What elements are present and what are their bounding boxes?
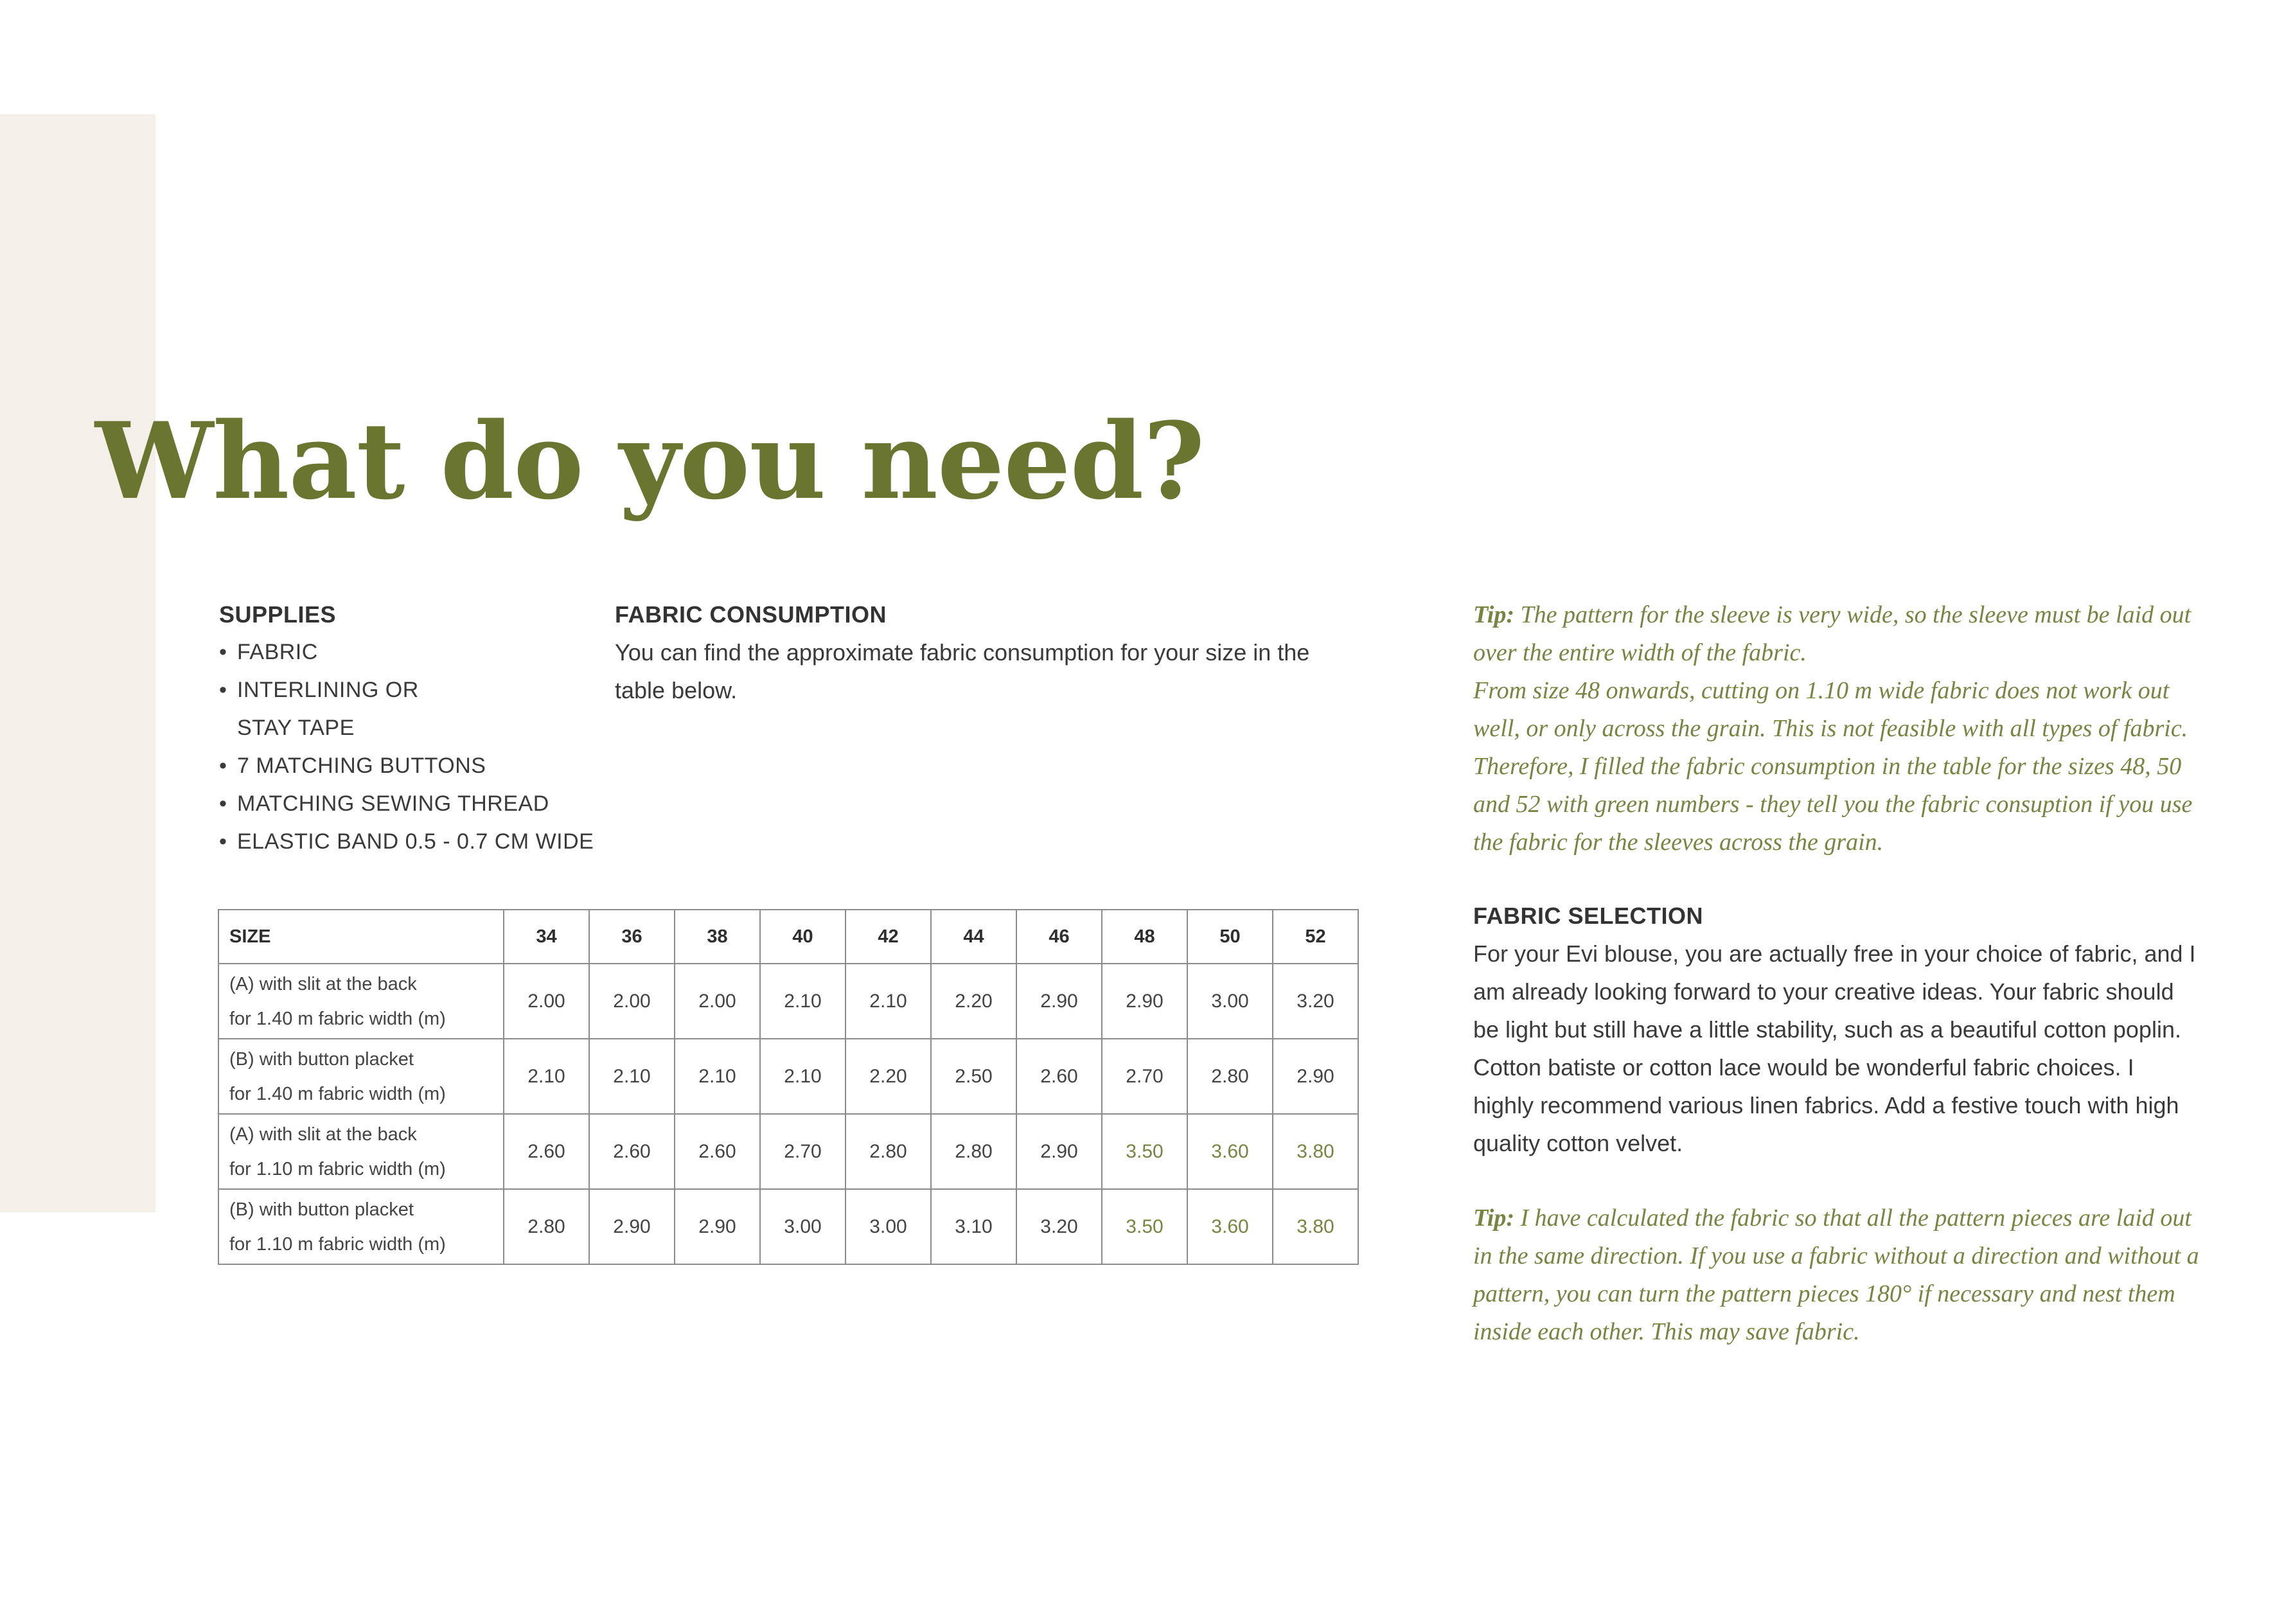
row-label-line: for 1.40 m fabric width (m)	[229, 1008, 446, 1029]
tip-text-continued: From size 48 onwards, cutting on 1.10 m wide fabric does not work out well, or only across the grain. This is not feasible with all types of fabric. Therefore, I filled the fabric consumption in the table for the sizes 48, 50 and 52 with green numbers - they tell you the fabric consuption if you use the fabric for the sleeves across the grain.	[1473, 677, 2193, 856]
fabric-amount-cell: 2.10	[760, 1039, 845, 1114]
fabric-amount-cell: 2.90	[1273, 1039, 1358, 1114]
tip-text: I have calculated the fabric so that all the pattern pieces are laid out in the same direction. If you use a fabric without a direction and without a pattern, you can turn the pattern pieces 180° if necessary and nest them inside each other. This may save fabric.	[1473, 1205, 2199, 1345]
fabric-amount-cell: 3.60	[1187, 1114, 1273, 1189]
fabric-amount-cell: 2.00	[504, 964, 589, 1039]
size-column-header: 52	[1273, 910, 1358, 964]
row-label-line: for 1.10 m fabric width (m)	[229, 1158, 446, 1179]
fabric-amount-cell: 3.10	[931, 1189, 1016, 1264]
fabric-amount-cell: 2.90	[675, 1189, 760, 1264]
fabric-amount-cell: 2.70	[760, 1114, 845, 1189]
supplies-list	[219, 633, 605, 861]
table-row	[218, 964, 1358, 1039]
fabric-amount-cell: 2.80	[845, 1114, 931, 1189]
table-header-row	[218, 910, 1358, 964]
supplies-heading: SUPPLIES	[219, 601, 337, 628]
fabric-amount-cell: 2.60	[589, 1114, 675, 1189]
fabric-amount-cell: 2.10	[675, 1039, 760, 1114]
size-column-header: 40	[760, 910, 845, 964]
row-label	[218, 1189, 504, 1264]
fabric-amount-cell: 2.20	[931, 964, 1016, 1039]
size-column-header: 34	[504, 910, 589, 964]
supply-item: STAY TAPE	[237, 716, 355, 740]
supply-item: • FABRIC	[219, 640, 318, 664]
fabric-amount-cell: 3.20	[1273, 964, 1358, 1039]
fabric-amount-cell: 2.90	[1016, 1114, 1102, 1189]
table-row	[218, 1039, 1358, 1114]
tip-label: Tip:	[1473, 1205, 1515, 1231]
sleeve-tip	[1473, 596, 2199, 861]
row-label-line: for 1.10 m fabric width (m)	[229, 1233, 446, 1255]
fabric-selection-heading: FABRIC SELECTION	[1473, 903, 1704, 929]
fabric-amount-cell: 2.50	[931, 1039, 1016, 1114]
table-row	[218, 1114, 1358, 1189]
fabric-amount-cell: 3.80	[1273, 1189, 1358, 1264]
fabric-consumption-section	[615, 596, 1360, 709]
tip-label: Tip:	[1473, 601, 1515, 628]
row-label-line: (B) with button placket	[229, 1199, 414, 1220]
fabric-amount-cell: 2.20	[845, 1039, 931, 1114]
fabric-consumption-heading: FABRIC CONSUMPTION	[615, 601, 887, 628]
supply-item: • 7 MATCHING BUTTONS	[219, 754, 486, 778]
fabric-amount-cell: 2.10	[760, 964, 845, 1039]
fabric-amount-cell: 2.60	[675, 1114, 760, 1189]
size-column-header: 46	[1016, 910, 1102, 964]
fabric-amount-cell: 2.10	[589, 1039, 675, 1114]
fabric-amount-cell: 3.00	[845, 1189, 931, 1264]
fabric-amount-cell: 2.90	[1016, 964, 1102, 1039]
supply-item: • INTERLINING OR	[219, 678, 419, 702]
fabric-amount-cell: 2.10	[504, 1039, 589, 1114]
fabric-consumption-text: You can find the approximate fabric consumption for your size in the table below.	[615, 639, 1310, 703]
fabric-selection-text: For your Evi blouse, you are actually free in your choice of fabric, and I am already looking forward to your creative ideas. Your fabric should be light but still have a little stability, such as a beautiful cotton poplin. Cotton batiste or cotton lace would be wonderful fabric choices. I highly recommend various linen fabrics. Add a festive touch with high quality cotton velvet.	[1473, 940, 2196, 1156]
fabric-amount-cell: 2.80	[931, 1114, 1016, 1189]
size-column-header: 44	[931, 910, 1016, 964]
decorative-side-band	[0, 114, 155, 1212]
table-row	[218, 1189, 1358, 1264]
size-column-header: 36	[589, 910, 675, 964]
supplies-section	[219, 596, 605, 861]
fabric-consumption-table	[218, 909, 1359, 1265]
fabric-amount-cell: 2.00	[589, 964, 675, 1039]
fabric-amount-cell: 2.80	[504, 1189, 589, 1264]
size-column-header: 50	[1187, 910, 1273, 964]
row-label-line: (A) with slit at the back	[229, 1124, 417, 1145]
fabric-amount-cell: 3.20	[1016, 1189, 1102, 1264]
page-title: What do you need?	[95, 399, 1205, 523]
size-column-header: 38	[675, 910, 760, 964]
fabric-selection-section	[1473, 897, 2199, 1162]
fabric-amount-cell: 2.00	[675, 964, 760, 1039]
row-label	[218, 1039, 504, 1114]
fabric-amount-cell: 2.80	[1187, 1039, 1273, 1114]
fabric-amount-cell: 3.50	[1102, 1114, 1187, 1189]
cutting-tip	[1473, 1199, 2199, 1351]
fabric-amount-cell: 3.60	[1187, 1189, 1273, 1264]
fabric-amount-cell: 3.50	[1102, 1189, 1187, 1264]
row-label-line: for 1.40 m fabric width (m)	[229, 1083, 446, 1104]
tip-text: The pattern for the sleeve is very wide, so the sleeve must be laid out over the entire width of the fabric.	[1473, 601, 2191, 666]
fabric-amount-cell: 2.60	[504, 1114, 589, 1189]
row-label	[218, 964, 504, 1039]
supply-item: • MATCHING SEWING THREAD	[219, 791, 549, 816]
fabric-amount-cell: 2.10	[845, 964, 931, 1039]
size-column-header: 42	[845, 910, 931, 964]
fabric-amount-cell: 2.90	[1102, 964, 1187, 1039]
row-label-line: (B) with button placket	[229, 1048, 414, 1070]
supply-item: • ELASTIC BAND 0.5 - 0.7 CM WIDE	[219, 829, 594, 854]
fabric-amount-cell: 3.80	[1273, 1114, 1358, 1189]
fabric-amount-cell: 3.00	[760, 1189, 845, 1264]
size-column-header: 48	[1102, 910, 1187, 964]
row-label-line: (A) with slit at the back	[229, 973, 417, 994]
fabric-amount-cell: 2.60	[1016, 1039, 1102, 1114]
fabric-amount-cell: 2.90	[589, 1189, 675, 1264]
fabric-amount-cell: 2.70	[1102, 1039, 1187, 1114]
fabric-amount-cell: 3.00	[1187, 964, 1273, 1039]
size-header: SIZE	[218, 910, 504, 964]
row-label	[218, 1114, 504, 1189]
